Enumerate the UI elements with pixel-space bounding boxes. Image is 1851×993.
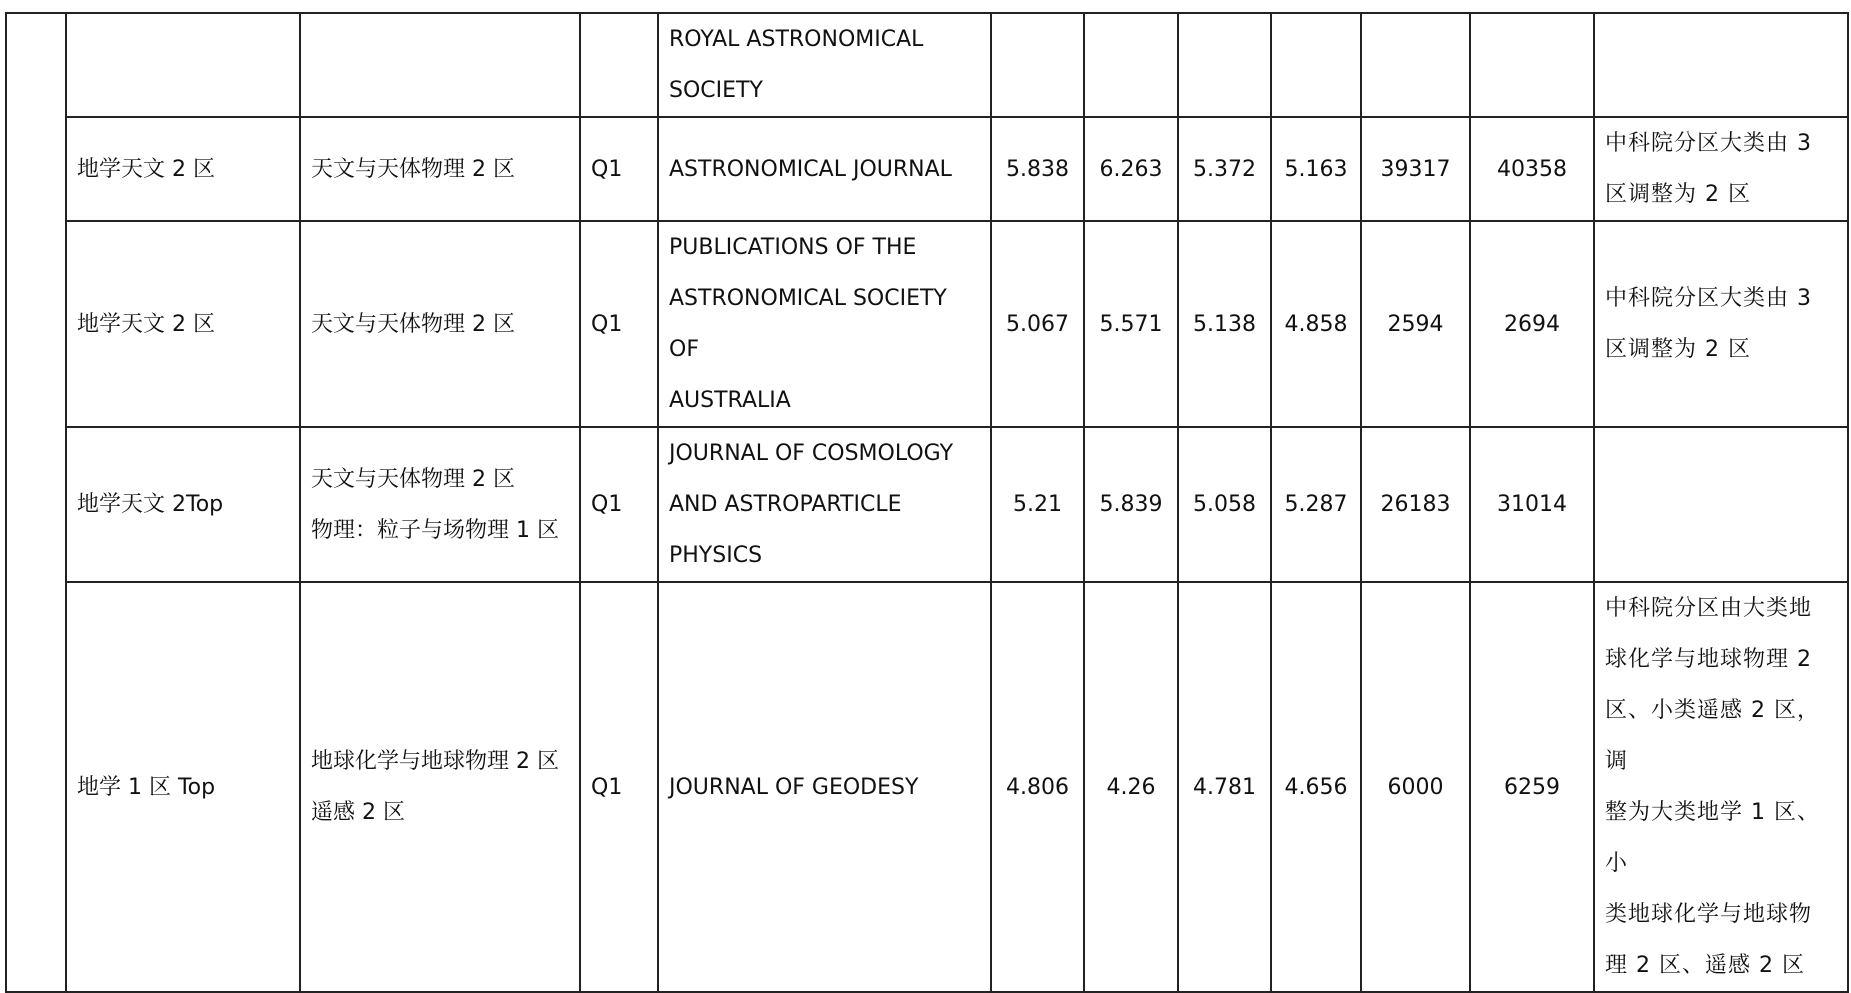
subcategory-line: 天文与天体物理 2 区 <box>311 311 515 337</box>
value-cell-1: 5.21 <box>991 427 1084 582</box>
note-line: 中科院分区大类由 3 <box>1605 286 1812 311</box>
value-cell-6: 6259 <box>1470 582 1594 992</box>
note-line: 中科院分区大类由 3 <box>1605 131 1812 156</box>
value-cell-4: 4.656 <box>1271 582 1361 992</box>
value-cell-2: 6.263 <box>1084 117 1178 221</box>
note-line: 区、小类遥感 2 区，调 <box>1605 698 1820 774</box>
category-cell: 地学 1 区 Top <box>66 582 300 992</box>
table-row <box>6 582 1848 992</box>
note-line: 类地球化学与地球物 <box>1605 902 1813 927</box>
subcategory-line: 物理：粒子与场物理 1 区 <box>311 517 559 543</box>
value-cell-6: 40358 <box>1470 117 1594 221</box>
note-line: 整为大类地学 1 区、小 <box>1605 800 1820 876</box>
value-cell-1: 5.838 <box>991 117 1084 221</box>
category-cell: 地学天文 2Top <box>66 427 300 582</box>
value-cell-6: 2694 <box>1470 221 1594 427</box>
journal-name-cell <box>658 13 991 117</box>
note-line: 球化学与地球物理 2 <box>1605 647 1812 672</box>
value-cell-2: 5.571 <box>1084 221 1178 427</box>
value-cell-1: 4.806 <box>991 582 1084 992</box>
note-line: 区调整为 2 区 <box>1605 337 1751 362</box>
journal-table <box>5 12 1849 993</box>
subcategory-cell <box>300 427 580 582</box>
subcategory-cell <box>300 582 580 992</box>
value-cell-5: 26183 <box>1361 427 1470 582</box>
value-cell-5 <box>1361 13 1470 117</box>
value-cell-4: 5.163 <box>1271 117 1361 221</box>
value-cell-4: 4.858 <box>1271 221 1361 427</box>
journal-name-cell <box>658 221 991 427</box>
journal-name-line: AND ASTROPARTICLE <box>669 492 902 517</box>
quartile-cell: Q1 <box>580 427 658 582</box>
journal-name-line: AUSTRALIA <box>669 388 791 413</box>
subcategory-line: 地球化学与地球物理 2 区 <box>311 749 559 774</box>
quartile-cell: Q1 <box>580 117 658 221</box>
table-row <box>6 221 1848 427</box>
subcategory-line: 天文与天体物理 2 区 <box>311 466 515 492</box>
table-row <box>6 427 1848 582</box>
journal-name-line: JOURNAL OF COSMOLOGY <box>669 441 954 466</box>
value-cell-2: 4.26 <box>1084 582 1178 992</box>
table-body <box>6 13 1848 992</box>
note-cell <box>1594 427 1848 582</box>
note-cell <box>1594 582 1848 992</box>
journal-name-line: ROYAL ASTRONOMICAL <box>669 27 924 52</box>
note-cell <box>1594 117 1848 221</box>
index-column-cell <box>6 13 66 992</box>
category-cell: 地学天文 2 区 <box>66 221 300 427</box>
subcategory-cell <box>300 221 580 427</box>
value-cell-6: 31014 <box>1470 427 1594 582</box>
value-cell-1 <box>991 13 1084 117</box>
table-row <box>6 13 1848 117</box>
value-cell-4 <box>1271 13 1361 117</box>
value-cell-2: 5.839 <box>1084 427 1178 582</box>
subcategory-cell <box>300 117 580 221</box>
note-line: 中科院分区由大类地 <box>1605 596 1813 621</box>
value-cell-5: 6000 <box>1361 582 1470 992</box>
value-cell-4: 5.287 <box>1271 427 1361 582</box>
quartile-cell <box>580 13 658 117</box>
journal-name-line: JOURNAL OF GEODESY <box>669 774 919 800</box>
value-cell-5: 2594 <box>1361 221 1470 427</box>
note-cell <box>1594 13 1848 117</box>
value-cell-3: 4.781 <box>1178 582 1271 992</box>
quartile-cell: Q1 <box>580 582 658 992</box>
value-cell-1: 5.067 <box>991 221 1084 427</box>
note-cell <box>1594 221 1848 427</box>
category-cell: 地学天文 2 区 <box>66 117 300 221</box>
journal-name-line: PUBLICATIONS OF THE <box>669 235 917 260</box>
subcategory-line: 天文与天体物理 2 区 <box>311 156 515 182</box>
note-line: 理 2 区、遥感 2 区 <box>1605 953 1805 978</box>
subcategory-cell <box>300 13 580 117</box>
category-cell <box>66 13 300 117</box>
journal-name-line: ASTRONOMICAL JOURNAL <box>669 156 952 182</box>
journal-name-cell <box>658 427 991 582</box>
journal-name-cell <box>658 582 991 992</box>
note-line: 区调整为 2 区 <box>1605 182 1751 207</box>
value-cell-3 <box>1178 13 1271 117</box>
subcategory-line: 遥感 2 区 <box>311 800 405 825</box>
journal-name-line: ASTRONOMICAL SOCIETY OF <box>669 286 947 362</box>
quartile-cell: Q1 <box>580 221 658 427</box>
journal-name-line: PHYSICS <box>669 543 763 568</box>
value-cell-3: 5.372 <box>1178 117 1271 221</box>
value-cell-5: 39317 <box>1361 117 1470 221</box>
value-cell-2 <box>1084 13 1178 117</box>
value-cell-6 <box>1470 13 1594 117</box>
journal-name-line: SOCIETY <box>669 78 763 103</box>
value-cell-3: 5.058 <box>1178 427 1271 582</box>
table-row <box>6 117 1848 221</box>
journal-name-cell <box>658 117 991 221</box>
value-cell-3: 5.138 <box>1178 221 1271 427</box>
